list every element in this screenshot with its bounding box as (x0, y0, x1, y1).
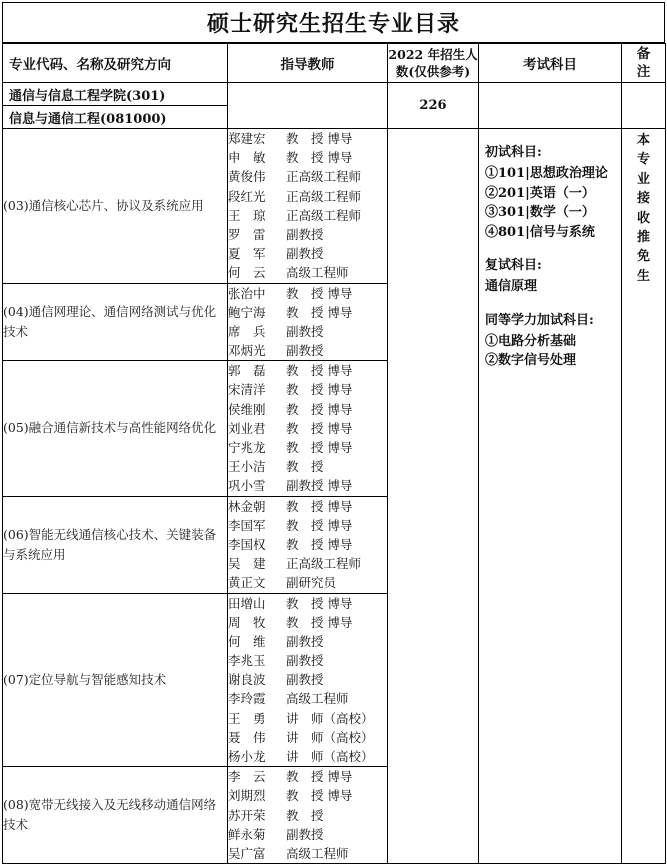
supervisor-item (228, 457, 387, 476)
supervisor-list (228, 361, 388, 496)
header-row (3, 44, 666, 83)
supervisor-item (228, 419, 387, 438)
retest-exam-item: 通信原理 (485, 279, 538, 294)
supervisor-title: 教 授 博导 (286, 304, 353, 320)
supervisor-title: 教 授 博导 (286, 150, 353, 166)
supervisor-title: 正高级工程师 (286, 188, 362, 204)
supervisor-name: 郑建宏 (228, 131, 266, 146)
remark-cell (622, 129, 666, 864)
supervisor-title: 副教授 (286, 826, 324, 842)
college-exam-blank (479, 83, 622, 129)
supervisor-item (228, 148, 387, 167)
supervisor-item (228, 825, 387, 844)
supervisor-name: 李玲霞 (228, 691, 266, 707)
supervisor-name: 宁兆龙 (228, 440, 266, 455)
supervisor-name: 罗 雷 (228, 226, 266, 242)
supervisor-title: 高级工程师 (286, 845, 349, 861)
supervisor-title: 教 授 博导 (286, 614, 353, 630)
remark-char: 免 (636, 249, 650, 265)
supervisor-item (228, 322, 387, 341)
supervisor-list (228, 593, 388, 767)
header-quota: 2022 年招生人 数(仅供参考) (388, 44, 479, 83)
supervisor-title: 正高级工程师 (286, 556, 362, 572)
supervisor-list (228, 767, 388, 864)
supervisor-item (228, 438, 387, 457)
supervisor-item (228, 303, 387, 322)
supervisor-name: 李 云 (228, 769, 266, 785)
supervisor-item (228, 497, 387, 516)
supervisor-title: 讲 师（高校） (286, 729, 374, 745)
college-remark-blank (622, 83, 666, 129)
supervisor-title: 教 授 博导 (286, 517, 353, 533)
supervisor-name: 李兆玉 (228, 653, 266, 669)
supervisor-item (228, 728, 387, 747)
supervisor-name: 何 云 (228, 265, 266, 281)
supervisor-title: 教 授 博导 (286, 595, 353, 611)
supervisor-title: 教 授 博导 (286, 363, 353, 379)
supervisor-name: 谢良波 (228, 672, 266, 688)
supervisor-name: 鲍宁海 (228, 304, 266, 320)
retest-exam-label: 复试科目: (485, 258, 542, 273)
supervisor-title: 教 授 博导 (286, 440, 353, 455)
supervisor-name: 席 兵 (228, 323, 266, 339)
supervisor-name: 苏开荣 (228, 807, 266, 823)
page-title: 硕士研究生招生专业目录 (2, 2, 665, 43)
college-row (3, 83, 666, 106)
supervisor-name: 段红光 (228, 188, 266, 204)
supervisor-name: 李国权 (228, 536, 266, 552)
header-exam: 考试科目 (479, 44, 622, 83)
supervisor-item (228, 554, 387, 573)
supervisor-item (228, 341, 387, 360)
supervisor-name: 宋清洋 (228, 382, 266, 398)
supervisor-name: 王 勇 (228, 710, 266, 726)
catalog-table (2, 43, 666, 864)
header-remark: 备 注 (622, 44, 666, 83)
supervisor-title: 教 授 (286, 807, 324, 823)
supervisor-name: 林金朝 (228, 498, 266, 514)
supervisor-item (228, 284, 387, 303)
direction-name: (04)通信网理论、通信网络测试与优化技术 (3, 283, 228, 361)
supervisor-name: 黄俊伟 (228, 169, 266, 185)
college-name: 通信与信息工程学院(301) (3, 83, 228, 106)
direction-name: (05)融合通信新技术与高性能网络优化 (3, 361, 228, 496)
equivalent-exam-item: ①电路分析基础 (485, 333, 577, 349)
supervisor-item (228, 361, 387, 380)
supervisor-item (228, 476, 387, 495)
supervisor-item (228, 244, 387, 263)
supervisor-title: 教 授 博导 (286, 498, 353, 514)
supervisor-name: 田增山 (228, 595, 266, 611)
remark-char: 收 (636, 210, 650, 226)
supervisor-item (228, 594, 387, 613)
header-supervisor: 指导教师 (228, 44, 388, 83)
supervisor-title: 副教授 (286, 343, 324, 359)
supervisor-title: 副教授 (286, 323, 324, 339)
supervisor-name: 邓炳光 (228, 343, 266, 359)
direction-row (3, 129, 666, 284)
direction-name: (03)通信核心芯片、协议及系统应用 (3, 129, 228, 284)
supervisor-item (228, 613, 387, 632)
initial-exam-label: 初试科目: (485, 145, 542, 160)
supervisor-title: 副教授 (286, 653, 324, 669)
supervisor-title: 副教授 (286, 246, 324, 262)
supervisor-item (228, 535, 387, 554)
supervisor-name: 吴广富 (228, 845, 266, 861)
supervisor-item (228, 670, 387, 689)
supervisor-name: 刘期烈 (228, 788, 266, 804)
supervisor-name: 夏 军 (228, 246, 266, 262)
supervisor-name: 申 敏 (228, 150, 266, 166)
quota-count: 226 (388, 83, 479, 129)
supervisor-title: 讲 师（高校） (286, 710, 374, 726)
supervisor-title: 教 授 博导 (286, 788, 353, 804)
college-supervisor-blank (228, 83, 388, 129)
supervisor-item (228, 689, 387, 708)
supervisor-name: 巩小雪 (228, 478, 266, 494)
supervisor-name: 张治中 (228, 285, 266, 301)
supervisor-name: 杨小龙 (228, 749, 266, 764)
supervisor-item (228, 767, 387, 786)
supervisor-title: 教 授 (286, 459, 324, 475)
supervisor-item (228, 263, 387, 282)
supervisor-title: 讲 师（高校） (286, 749, 374, 764)
supervisor-item (228, 225, 387, 244)
supervisor-item (228, 206, 387, 225)
remark-char: 专 (636, 152, 650, 168)
supervisor-name: 王 琼 (228, 207, 266, 223)
supervisor-list (228, 283, 388, 361)
supervisor-item (228, 129, 387, 148)
supervisor-list (228, 496, 388, 593)
initial-exam-item: ①101|思想政治理论 (485, 166, 608, 181)
supervisor-item (228, 747, 387, 766)
exam-subjects (479, 129, 622, 864)
supervisor-name: 何 维 (228, 633, 266, 649)
supervisor-item (228, 709, 387, 728)
supervisor-name: 李国军 (228, 517, 266, 533)
remark-text (622, 131, 665, 286)
supervisor-name: 郭 磊 (228, 363, 266, 379)
direction-name: (07)定位导航与智能感知技术 (3, 593, 228, 767)
supervisor-title: 教 授 博导 (286, 536, 353, 552)
supervisor-item (228, 380, 387, 399)
initial-exam-item: ③301|数学（一） (485, 205, 595, 220)
supervisor-item (228, 806, 387, 825)
supervisor-item (228, 844, 387, 863)
supervisor-list (228, 129, 388, 284)
supervisor-name: 聂 伟 (228, 729, 266, 745)
supervisor-item (228, 573, 387, 592)
supervisor-title: 高级工程师 (286, 265, 349, 281)
supervisor-title: 正高级工程师 (286, 169, 362, 185)
initial-exam-item: ②201|英语（一） (485, 185, 595, 201)
supervisor-title: 教 授 博导 (286, 769, 353, 785)
supervisor-item (228, 167, 387, 186)
supervisor-title: 教 授 博导 (286, 420, 353, 436)
header-major: 专业代码、名称及研究方向 (3, 44, 228, 83)
supervisor-title: 副教授 (286, 226, 324, 242)
supervisor-name: 王小洁 (228, 459, 266, 475)
major-name: 信息与通信工程(081000) (3, 106, 228, 129)
supervisor-item (228, 786, 387, 805)
supervisor-title: 正高级工程师 (286, 207, 362, 223)
remark-char: 本 (636, 133, 650, 148)
supervisor-item (228, 632, 387, 651)
remark-char: 接 (636, 191, 650, 207)
direction-name: (08)宽带无线接入及无线移动通信网络技术 (3, 767, 228, 864)
supervisor-item (228, 400, 387, 419)
supervisor-title: 副研究员 (286, 575, 337, 591)
supervisor-title: 教 授 博导 (286, 131, 353, 146)
supervisor-name: 吴 建 (228, 556, 266, 572)
quota-blank (388, 129, 479, 864)
remark-char: 推 (636, 230, 650, 246)
supervisor-item (228, 187, 387, 206)
supervisor-title: 副教授 博导 (286, 478, 353, 494)
supervisor-item (228, 651, 387, 670)
supervisor-title: 教 授 博导 (286, 285, 353, 301)
supervisor-title: 高级工程师 (286, 691, 349, 707)
supervisor-title: 副教授 (286, 672, 324, 688)
supervisor-title: 副教授 (286, 633, 324, 649)
supervisor-name: 鲜永菊 (228, 826, 266, 842)
initial-exam-item: ④801|信号与系统 (485, 224, 595, 240)
supervisor-title: 教 授 博导 (286, 382, 353, 398)
supervisor-name: 黄正文 (228, 575, 266, 591)
supervisor-name: 周 牧 (228, 614, 266, 630)
remark-char: 业 (636, 171, 650, 187)
direction-name: (06)智能无线通信核心技术、关键装备与系统应用 (3, 496, 228, 593)
remark-char: 生 (636, 268, 650, 284)
equivalent-exam-label: 同等学力加试科目: (485, 312, 594, 328)
supervisor-item (228, 516, 387, 535)
supervisor-title: 教 授 博导 (286, 401, 353, 417)
supervisor-name: 刘业君 (228, 420, 266, 436)
supervisor-name: 侯维刚 (228, 401, 266, 417)
equivalent-exam-item: ②数字信号处理 (485, 353, 577, 368)
